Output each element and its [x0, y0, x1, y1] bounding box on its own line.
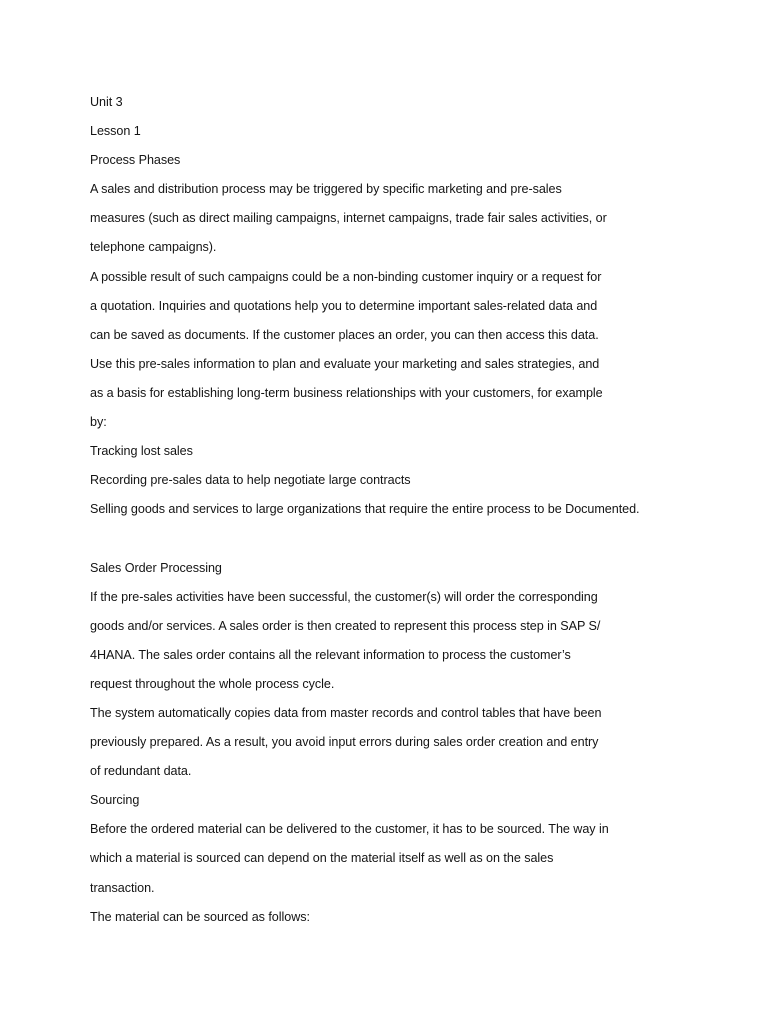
paragraph-line: request throughout the whole process cycle.	[90, 676, 335, 691]
paragraph-line: measures (such as direct mailing campaigns, internet campaigns, trade fair sales activities, or	[90, 211, 607, 226]
paragraph-line: can be saved as documents. If the customer places an order, you can then access this data.	[90, 327, 599, 342]
paragraph-line: transaction.	[90, 880, 155, 895]
paragraph-line: If the pre-sales activities have been successful, the customer(s) will order the corresponding	[90, 589, 598, 604]
paragraph-line: previously prepared. As a result, you avoid input errors during sales order creation and entry	[90, 735, 599, 750]
paragraph-line: by:	[90, 415, 107, 430]
lesson-heading: Lesson 1	[90, 124, 141, 139]
paragraph-line: of redundant data.	[90, 764, 192, 779]
list-item: Selling goods and services to large organizations that require the entire process to be Documented.	[90, 502, 640, 517]
paragraph-line: The material can be sourced as follows:	[90, 909, 310, 924]
section-heading-process-phases: Process Phases	[90, 153, 181, 168]
paragraph-line: which a material is sourced can depend on the material itself as well as on the sales	[90, 851, 554, 866]
blank-line	[90, 526, 730, 555]
paragraph-line: a quotation. Inquiries and quotations help you to determine important sales-related data and	[90, 298, 598, 313]
paragraph-line: as a basis for establishing long-term business relationships with your customers, for example	[90, 385, 603, 400]
paragraph-line: goods and/or services. A sales order is then created to represent this process step in SAP S/	[90, 618, 601, 633]
paragraph-line: A sales and distribution process may be triggered by specific marketing and pre-sales	[90, 182, 562, 197]
paragraph-line: Before the ordered material can be delivered to the customer, it has to be sourced. The way in	[90, 822, 609, 837]
unit-heading: Unit 3	[90, 95, 123, 109]
list-item: Tracking lost sales	[90, 444, 193, 459]
paragraph-line: The system automatically copies data from master records and control tables that have been	[90, 705, 602, 720]
section-heading-sales-order-processing: Sales Order Processing	[90, 560, 222, 575]
paragraph-line: 4HANA. The sales order contains all the relevant information to process the customer’s	[90, 647, 571, 662]
document-body	[90, 90, 730, 934]
paragraph-line: Use this pre-sales information to plan and evaluate your marketing and sales strategies, and	[90, 356, 600, 371]
section-heading-sourcing: Sourcing	[90, 793, 140, 808]
list-item: Recording pre-sales data to help negotiate large contracts	[90, 473, 411, 488]
paragraph-line: A possible result of such campaigns could be a non-binding customer inquiry or a request for	[90, 269, 602, 284]
paragraph-line: telephone campaigns).	[90, 240, 217, 255]
